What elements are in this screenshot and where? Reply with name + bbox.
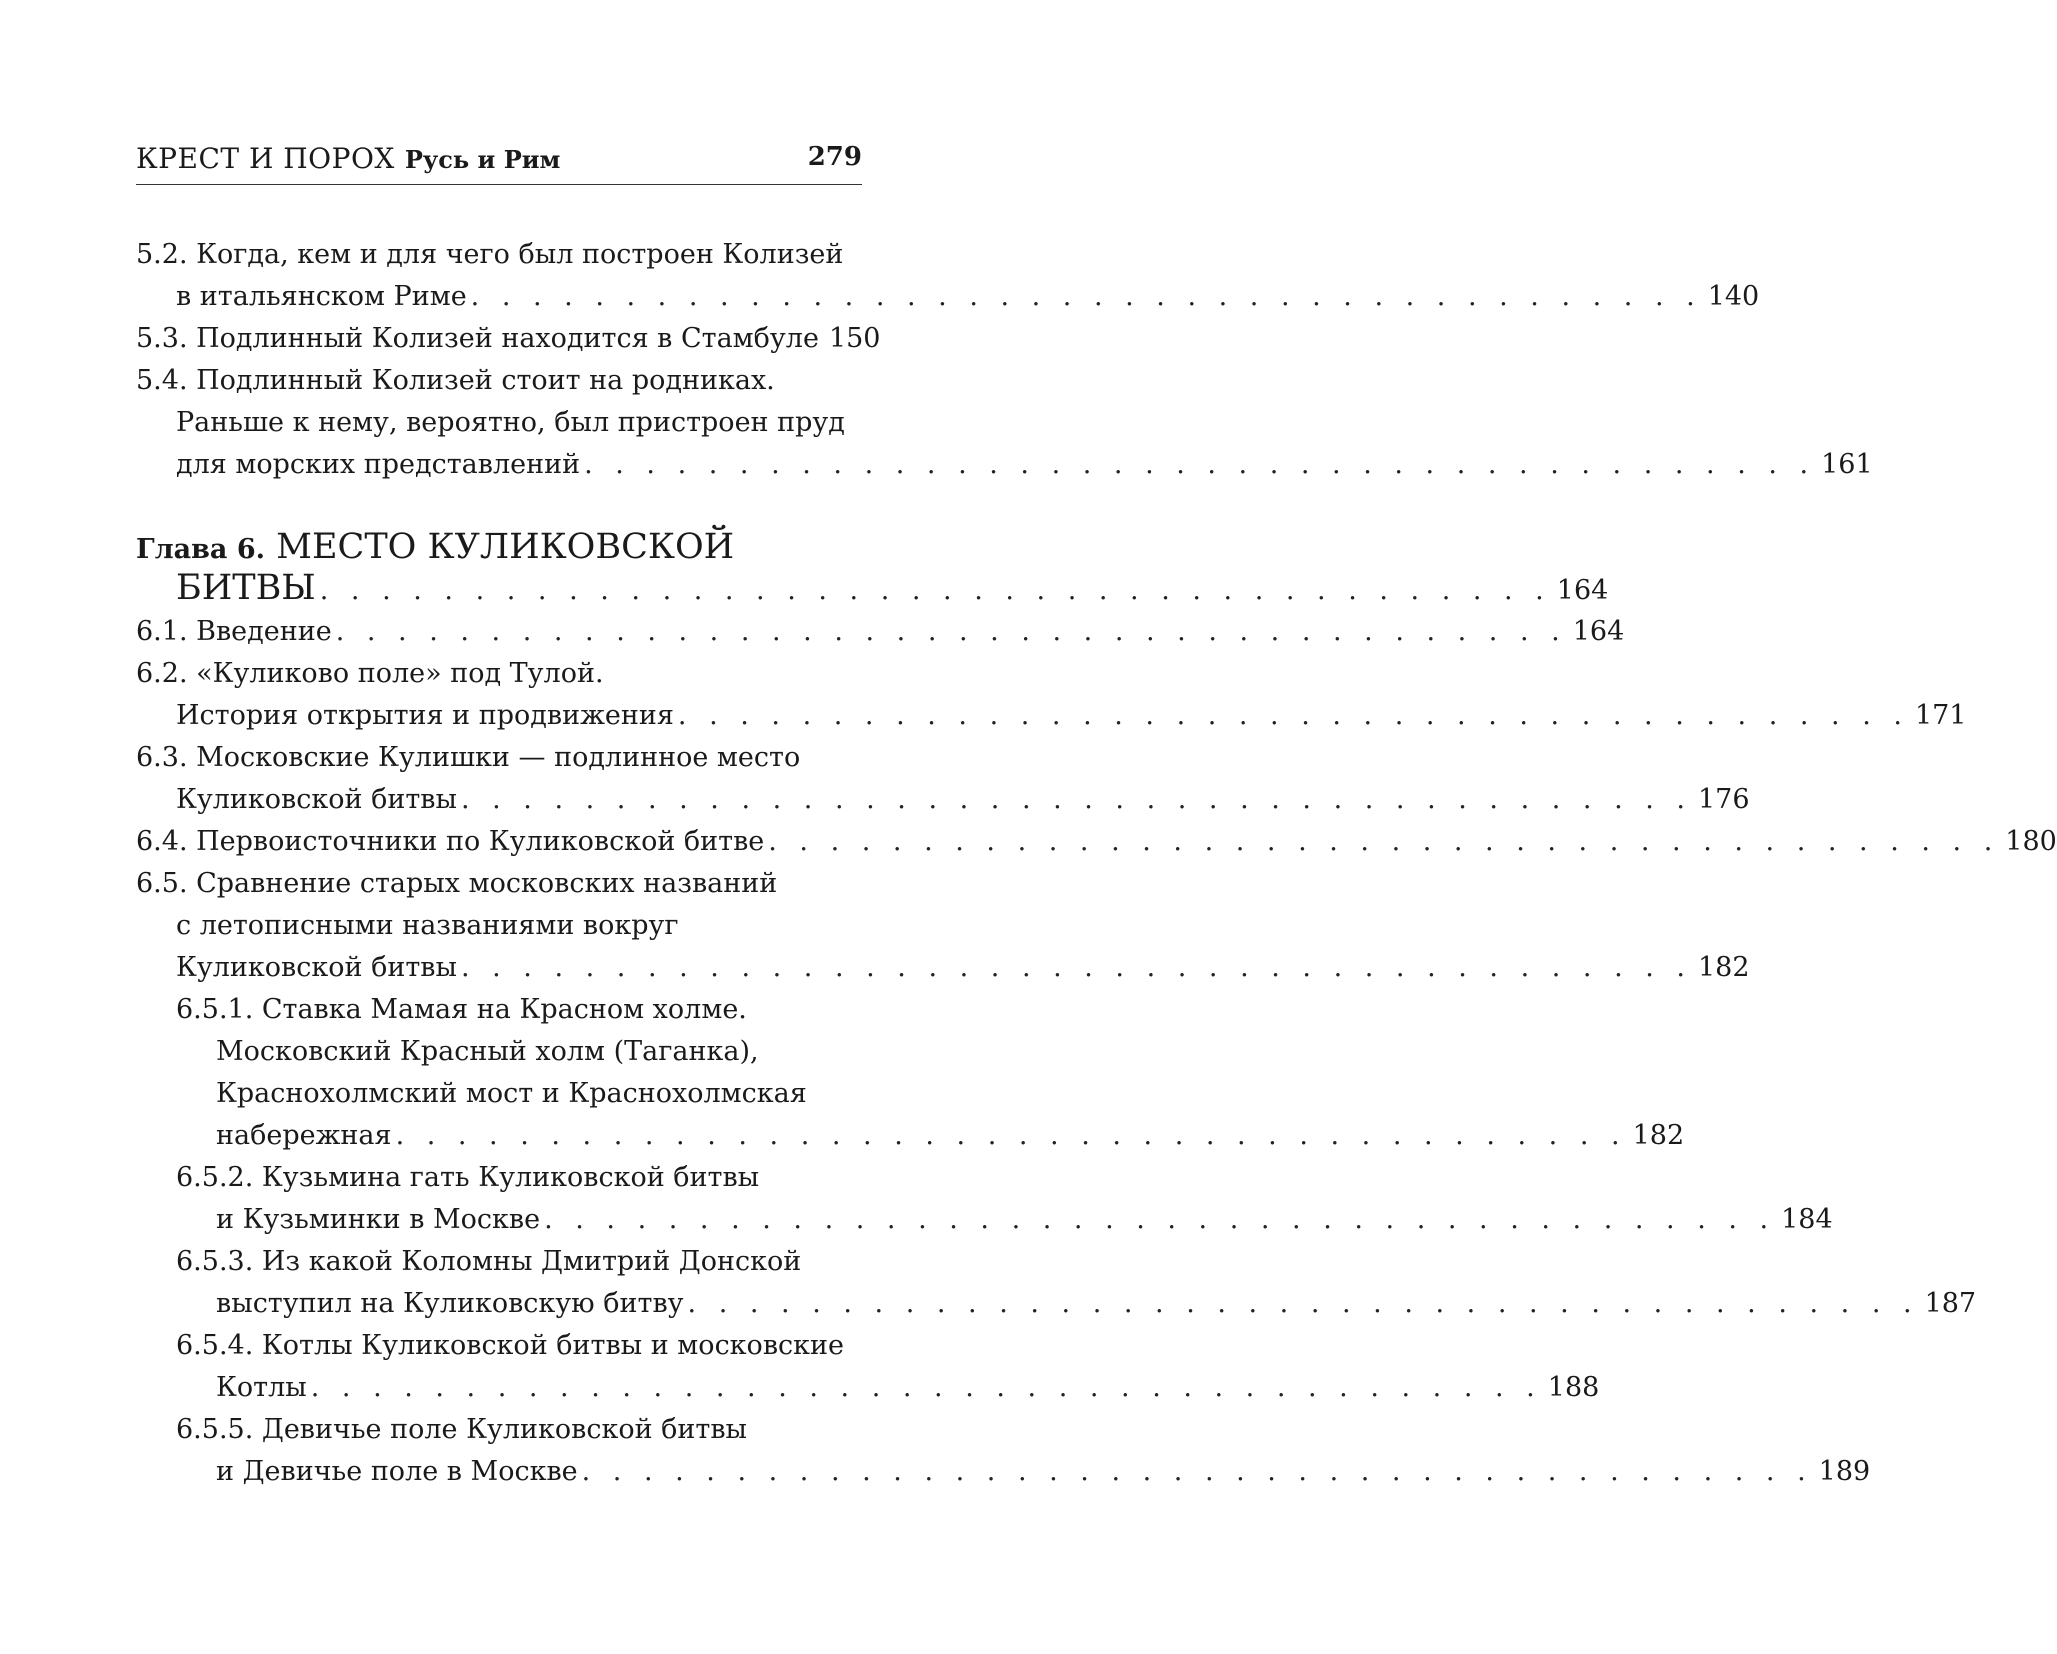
toc-line: и Девичье поле в Москве <box>216 1456 578 1487</box>
toc-page-number: 180 <box>2005 826 2057 857</box>
dot-leader: . . . . . . . . . . . . . . . . . . . . . . . . . . . . . . . . . . . . . . . . <box>470 281 1702 312</box>
toc-entry-leader <box>136 696 1967 736</box>
toc-line: 6.1. Введение <box>136 616 332 647</box>
toc-line: и Кузьминки в Москве <box>216 1204 541 1235</box>
chapter-label: Глава 6. <box>136 534 266 565</box>
toc-entry-leader <box>136 612 1625 652</box>
toc-line: Краснохолмский мост и Краснохолмская <box>216 1078 807 1109</box>
running-header <box>136 140 862 185</box>
toc-entry-leader <box>136 1368 1600 1408</box>
dot-leader: . . . . . . . . . . . . . . . . . . . . . . . . . . . . . . . . . . . . . . . . <box>581 1456 1813 1487</box>
toc-line: Раньше к нему, вероятно, был пристроен пруд <box>176 407 845 438</box>
toc-line: Котлы <box>216 1372 307 1403</box>
chapter-heading <box>136 523 734 571</box>
dot-leader: . . . . . . . . . . . . . . . . . . . . . . . . . . . . . . . . . . . . . . . . <box>687 1288 1919 1319</box>
toc-entry-leader <box>136 1284 1977 1324</box>
toc-entry-leader <box>136 780 1750 820</box>
toc-line: История открытия и продвижения <box>176 700 674 731</box>
toc-page-number: 150 <box>828 323 881 354</box>
dot-leader: . . . . . . . . . . . . . . . . . . . . . . . . . . . . . . . . . . . . . . . . <box>335 616 1567 647</box>
dot-leader: . . . . . . . . . . . . . . . . . . . . . . . . . . . . . . . . . . . . . . . . <box>544 1204 1776 1235</box>
toc-entry-leader <box>136 445 1873 485</box>
toc-line: Куликовской битвы <box>176 784 457 815</box>
dot-leader: . . . . . . . . . . . . . . . . . . . . . . . . . . . . . . . . . . . . . . . . <box>319 575 1551 606</box>
toc-line: Куликовской битвы <box>176 952 457 983</box>
toc-line: выступил на Куликовскую битву <box>216 1288 684 1319</box>
dot-leader: . . . . . . . . . . . . . . . . . . . . . . . . . . . . . . . . . . . . . . . . <box>460 952 1692 983</box>
toc-line: 5.3. Подлинный Колизей находится в Стамбуле <box>136 323 819 354</box>
chapter-title: БИТВЫ <box>176 568 316 608</box>
dot-leader: . . . . . . . . . . . . . . . . . . . . . . . . . . . . . . . . . . . . . . . . <box>677 700 1909 731</box>
toc-line: 5.2. Когда, кем и для чего был построен Колизей <box>136 239 844 270</box>
toc-line: 6.5.3. Из какой Коломны Дмитрий Донской <box>176 1246 802 1277</box>
toc-page-number: 164 <box>1556 575 1609 606</box>
toc-entry-leader <box>136 1116 1685 1156</box>
toc-line: для морских представлений <box>176 449 581 480</box>
toc-entry-leader <box>136 822 2057 862</box>
toc-page-number: 188 <box>1547 1372 1600 1403</box>
toc-line: 5.4. Подлинный Колизей стоит на родниках. <box>136 365 775 396</box>
toc-line: Московский Красный холм (Таганка), <box>216 1036 759 1067</box>
toc-page-number: 171 <box>1914 700 1967 731</box>
toc-line: 6.3. Московские Кулишки — подлинное место <box>136 742 801 773</box>
book-title: КРЕСТ И ПОРОХ Русь и Рим <box>136 142 561 175</box>
toc-page-number: 187 <box>1924 1288 1977 1319</box>
toc-entry-leader <box>136 277 1760 317</box>
toc-page-number: 182 <box>1698 952 1750 983</box>
toc-line: с летописными названиями вокруг <box>176 910 679 941</box>
dot-leader: . . . . . . . . . . . . . . . . . . . . . . . . . . . . . . . . . . . . . . . . <box>768 826 2000 857</box>
toc-entry-leader <box>136 566 1609 610</box>
toc-entry-leader <box>136 1200 1833 1240</box>
toc-page-number: 184 <box>1781 1204 1833 1235</box>
toc-page-number: 182 <box>1632 1120 1685 1151</box>
toc-page-number: 164 <box>1572 616 1625 647</box>
toc-page-number: 161 <box>1821 449 1873 480</box>
toc-entry-leader <box>136 319 881 359</box>
toc-line: 6.5.4. Котлы Куликовской битвы и московские <box>176 1330 844 1361</box>
toc-page-number: 176 <box>1698 784 1750 815</box>
dot-leader: . . . . . . . . . . . . . . . . . . . . . . . . . . . . . . . . . . . . . . . . <box>584 449 1816 480</box>
toc-line: 6.5.1. Ставка Мамая на Красном холме. <box>176 994 747 1025</box>
toc-line: в итальянском Риме <box>176 281 467 312</box>
toc-page-number: 140 <box>1707 281 1760 312</box>
toc-line: 6.5.5. Девичье поле Куликовской битвы <box>176 1414 748 1445</box>
dot-leader: . . . . . . . . . . . . . . . . . . . . . . . . . . . . . . . . . . . . . . . . <box>460 784 1692 815</box>
book-subtitle: Русь и Рим <box>404 145 561 174</box>
toc-line: набережная <box>216 1120 392 1151</box>
toc-line: 6.5. Сравнение старых московских названий <box>136 868 778 899</box>
page-number: 279 <box>807 142 862 172</box>
toc-line: 6.5.2. Кузьмина гать Куликовской битвы <box>176 1162 760 1193</box>
toc-entry-leader <box>136 1452 1871 1492</box>
dot-leader: . . . . . . . . . . . . . . . . . . . . . . . . . . . . . . . . . . . . . . . . <box>310 1372 1542 1403</box>
chapter-title: МЕСТО КУЛИКОВСКОЙ <box>276 527 735 567</box>
toc-line: 6.2. «Куликово поле» под Тулой. <box>136 658 604 689</box>
toc-page-number: 189 <box>1818 1456 1871 1487</box>
toc-entry-leader <box>136 948 1750 988</box>
dot-leader: . . . . . . . . . . . . . . . . . . . . . . . . . . . . . . . . . . . . . . . . <box>395 1120 1627 1151</box>
toc-line: 6.4. Первоисточники по Куликовской битве <box>136 826 765 857</box>
